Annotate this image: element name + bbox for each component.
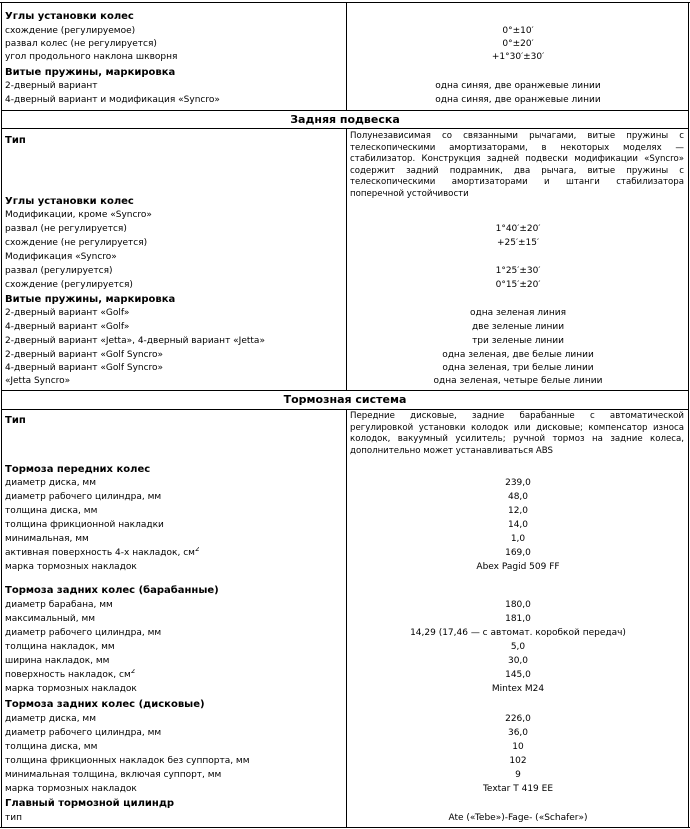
spec-value: 0°±20′ — [502, 39, 534, 49]
spec-label: 4-дверный вариант «Golf Syncro» — [5, 363, 164, 373]
spec-label: развал колес (не регулируется) — [5, 39, 157, 49]
spec-label: толщина диска, мм — [5, 742, 98, 752]
spec-label: 4-дверный вариант и модификация «Syncro» — [5, 95, 220, 105]
spec-label: диаметр диска, мм — [5, 714, 97, 724]
spec-label: угол продольного наклона шкворня — [5, 52, 178, 62]
spec-label: Модификация «Syncro» — [5, 252, 117, 262]
spec-value: 14,29 (17,46 — с автомат. коробкой передач) — [410, 628, 626, 638]
spec-label: схождение (не регулируется) — [5, 238, 148, 248]
spec-value: +25′±15′ — [496, 238, 540, 248]
spec-value: одна зеленая, три белые линии — [442, 363, 594, 373]
spec-label: марка тормозных накладок — [5, 684, 137, 694]
master-cylinder-heading: Главный тормозной цилиндр — [5, 798, 175, 809]
spec-value: одна зеленая, две белые линии — [442, 350, 594, 360]
spec-label: толщина диска, мм — [5, 506, 98, 516]
spec-label: развал (регулируется) — [5, 266, 113, 276]
spec-label: ширина накладок, мм — [5, 656, 110, 666]
spec-label: толщина накладок, мм — [5, 642, 115, 652]
spec-value: Textar T 419 EE — [482, 784, 554, 794]
spec-label: схождение (регулируется) — [5, 280, 133, 290]
spec-value: 0°±10′ — [502, 26, 534, 36]
spec-value: две зеленые линии — [471, 322, 565, 332]
column-divider-1 — [346, 2, 347, 110]
spec-label: схождение (регулируемое) — [5, 26, 136, 36]
spec-label: активная поверхность 4-х накладок, см — [5, 548, 195, 558]
spec-value: 169,0 — [505, 548, 531, 558]
spec-value: 145,0 — [505, 670, 531, 680]
rear-suspension-type-text: Полунезависимая со связанными рычагами, витые пружины с телескопическими амортизаторами, в некоторых моделях — стабилизатор. Конструкция задней подвески модификации «Syncro» содержит задний подрамник, два рычага, витые пружины с телескопическими амортизаторами и штанги стабилизатора поперечной устойчивости — [350, 131, 684, 199]
brakes-type-label: Тип — [5, 415, 26, 426]
spec-label: развал (не регулируется) — [5, 224, 127, 234]
spec-value: 181,0 — [505, 614, 531, 624]
spec-value: Mintex M24 — [491, 684, 545, 694]
spec-value: 30,0 — [507, 656, 529, 666]
spec-label: тип — [5, 813, 22, 823]
section-rule — [1, 128, 689, 129]
spec-label: диаметр рабочего цилиндра, мм — [5, 628, 162, 638]
brakes-type-text: Передние дисковые, задние барабанные с автоматической регулировкой установки колодок или дисковые; компенсатор износа колодок, вакуумный усилитель; ручной тормоз на задние колеса, дополнительно может устанавливаться ABS — [350, 411, 684, 456]
spec-value: 180,0 — [505, 600, 531, 610]
spec-value: 0°15′±20′ — [495, 280, 541, 290]
spec-label: марка тормозных накладок — [5, 784, 137, 794]
unit-superscript: 2 — [194, 547, 200, 553]
frame-bottom-border — [0, 827, 690, 828]
spec-label: максимальный, мм — [5, 614, 96, 624]
spec-value: 9 — [515, 770, 521, 780]
spec-label: диаметр барабана, мм — [5, 600, 113, 610]
spec-value: три зеленые линии — [472, 336, 564, 346]
brakes-title: Тормозная система — [283, 393, 407, 406]
front-brakes-heading: Тормоза передних колес — [5, 464, 151, 475]
rear-disc-brakes-heading: Тормоза задних колес (дисковые) — [5, 699, 205, 710]
unit-superscript: 2 — [130, 669, 136, 675]
spec-value: одна зеленая, четыре белые линии — [433, 376, 603, 386]
spec-label: минимальная, мм — [5, 534, 89, 544]
column-divider-2 — [346, 128, 347, 390]
spec-label: 2-дверный вариант «Golf Syncro» — [5, 350, 164, 360]
rear-suspension-title: Задняя подвеска — [290, 113, 400, 126]
section-rule — [1, 110, 689, 111]
spec-label: 2-дверный вариант «Golf» — [5, 308, 130, 318]
spec-label: минимальная толщина, включая суппорт, мм — [5, 770, 222, 780]
spec-label: поверхность накладок, см — [5, 670, 131, 680]
spec-value: 102 — [509, 756, 527, 766]
spec-value: 36,0 — [507, 728, 529, 738]
spec-label: 2-дверный вариант «Jetta», 4-дверный вариант «Jetta» — [5, 336, 265, 346]
spec-label: марка тормозных накладок — [5, 562, 137, 572]
section-rule — [1, 409, 689, 410]
spec-value: 48,0 — [507, 492, 529, 502]
spec-value: одна зеленая линия — [469, 308, 567, 318]
spec-value: 10 — [512, 742, 524, 752]
rear-drum-brakes-heading: Тормоза задних колес (барабанные) — [5, 585, 219, 596]
rear-angles-heading: Углы установки колес — [5, 196, 134, 207]
spec-value: одна синяя, две оранжевые линии — [435, 81, 601, 91]
spec-value: 12,0 — [507, 506, 529, 516]
rear-springs-heading: Витые пружины, маркировка — [5, 294, 176, 305]
rear-suspension-type-label: Тип — [5, 135, 26, 146]
spec-label: диаметр рабочего цилиндра, мм — [5, 492, 162, 502]
spec-value: 226,0 — [505, 714, 531, 724]
column-divider-3 — [346, 409, 347, 828]
spec-value: Ate («Tebe»)-Fage- («Schafer») — [448, 813, 588, 823]
section-rule — [1, 390, 689, 391]
spec-label: толщина фрикционных накладок без суппорта, мм — [5, 756, 250, 766]
spec-label: Модификации, кроме «Syncro» — [5, 210, 152, 220]
frame-top-border — [0, 2, 690, 3]
spec-value: 14,0 — [507, 520, 529, 530]
front-angles-heading: Углы установки колес — [5, 11, 134, 22]
spec-label: толщина фрикционной накладки — [5, 520, 164, 530]
spec-label: диаметр рабочего цилиндра, мм — [5, 728, 162, 738]
spec-value: одна синяя, две оранжевые линии — [435, 95, 601, 105]
spec-value: 5,0 — [510, 642, 526, 652]
spec-value: Abex Pagid 509 FF — [476, 562, 560, 572]
front-springs-heading: Витые пружины, маркировка — [5, 67, 176, 78]
spec-value: 1°40′±20′ — [495, 224, 541, 234]
spec-value: 239,0 — [505, 478, 531, 488]
spec-label-with-unit — [5, 547, 343, 560]
spec-label: 4-дверный вариант «Golf» — [5, 322, 130, 332]
spec-value: +1°30′±30′ — [491, 52, 545, 62]
spec-label: 2-дверный вариант — [5, 81, 98, 91]
spec-label-with-unit — [5, 669, 343, 682]
spec-value: 1°25′±30′ — [495, 266, 541, 276]
spec-value: 1,0 — [510, 534, 526, 544]
spec-label: «Jetta Syncro» — [5, 376, 71, 386]
spec-label: диаметр диска, мм — [5, 478, 97, 488]
